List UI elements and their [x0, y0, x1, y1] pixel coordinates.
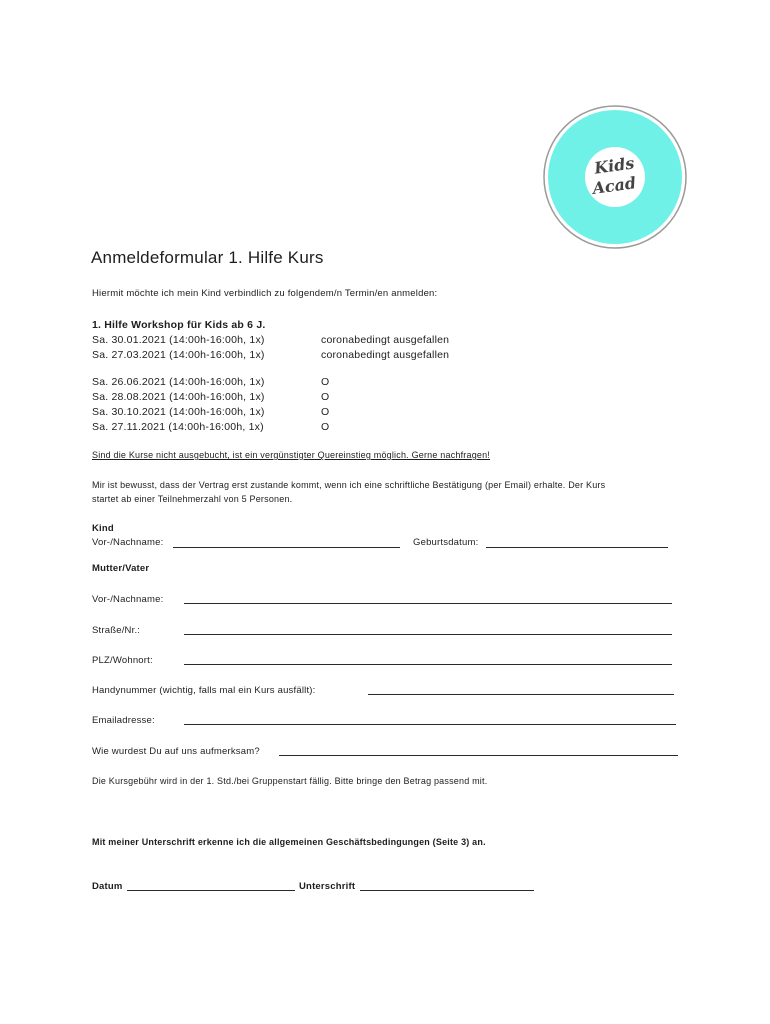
contract-text-line1: Mir ist bewusst, dass der Vertrag erst zustande kommt, wenn ich eine schriftliche Bestätigung (per Email) erhalte. Der Kurs	[92, 480, 606, 490]
logo-text-line1: Kids	[593, 153, 636, 178]
open-checkbox-3[interactable]: O	[321, 406, 330, 418]
phone-field[interactable]	[368, 694, 674, 695]
street-label: Straße/Nr.:	[92, 625, 141, 636]
street-field[interactable]	[184, 634, 672, 635]
kids-academy-logo	[543, 105, 687, 249]
terms-statement: Mit meiner Unterschrift erkenne ich die allgemeinen Geschäftsbedingungen (Seite 3) an.	[92, 837, 486, 847]
open-checkbox-4[interactable]: O	[321, 421, 330, 433]
parent-heading: Mutter/Vater	[92, 563, 150, 574]
open-checkbox-2[interactable]: O	[321, 391, 330, 403]
city-field[interactable]	[184, 664, 672, 665]
open-checkbox-1[interactable]: O	[321, 376, 330, 388]
workshop-heading: 1. Hilfe Workshop für Kids ab 6 J.	[92, 319, 266, 331]
source-field[interactable]	[279, 755, 678, 756]
fee-note: Die Kursgebühr wird in der 1. Std./bei Gruppenstart fällig. Bitte bringe den Betrag passend mit.	[92, 776, 488, 786]
source-label: Wie wurdest Du auf uns aufmerksam?	[92, 746, 260, 757]
open-date-1: Sa. 26.06.2021 (14:00h-16:00h, 1x)	[92, 376, 265, 388]
date-field[interactable]	[127, 890, 295, 891]
page-title: Anmeldeformular 1. Hilfe Kurs	[91, 248, 324, 267]
date-label: Datum	[92, 881, 123, 892]
open-date-3: Sa. 30.10.2021 (14:00h-16:00h, 1x)	[92, 406, 265, 418]
kind-name-label: Vor-/Nachname:	[92, 537, 164, 548]
cancelled-status-2: coronabedingt ausgefallen	[321, 349, 450, 361]
kind-birth-field[interactable]	[486, 547, 668, 548]
phone-label: Handynummer (wichtig, falls mal ein Kurs ausfällt):	[92, 685, 316, 696]
cancelled-date-2: Sa. 27.03.2021 (14:00h-16:00h, 1x)	[92, 349, 265, 361]
open-date-4: Sa. 27.11.2021 (14:00h-16:00h, 1x)	[92, 421, 264, 433]
email-label: Emailadresse:	[92, 715, 155, 726]
open-date-2: Sa. 28.08.2021 (14:00h-16:00h, 1x)	[92, 391, 265, 403]
quereinstieg-note: Sind die Kurse nicht ausgebucht, ist ein vergünstigter Quereinstieg möglich. Gerne nachfragen!	[92, 450, 491, 460]
parent-name-field[interactable]	[184, 603, 672, 604]
cancelled-status-1: coronabedingt ausgefallen	[321, 334, 450, 346]
contract-text-line2: startet ab einer Teilnehmerzahl von 5 Personen.	[92, 494, 293, 504]
city-label: PLZ/Wohnort:	[92, 655, 153, 666]
signature-field[interactable]	[360, 890, 534, 891]
cancelled-date-1: Sa. 30.01.2021 (14:00h-16:00h, 1x)	[92, 334, 265, 346]
email-field[interactable]	[184, 724, 676, 725]
parent-name-label: Vor-/Nachname:	[92, 594, 164, 605]
kind-birth-label: Geburtsdatum:	[413, 537, 479, 548]
intro-text: Hiermit möchte ich mein Kind verbindlich zu folgendem/n Termin/en anmelden:	[92, 288, 438, 299]
signature-label: Unterschrift	[299, 881, 356, 892]
kind-heading: Kind	[92, 523, 114, 534]
kind-name-field[interactable]	[173, 547, 400, 548]
logo-text-line2: Acad	[591, 173, 638, 199]
